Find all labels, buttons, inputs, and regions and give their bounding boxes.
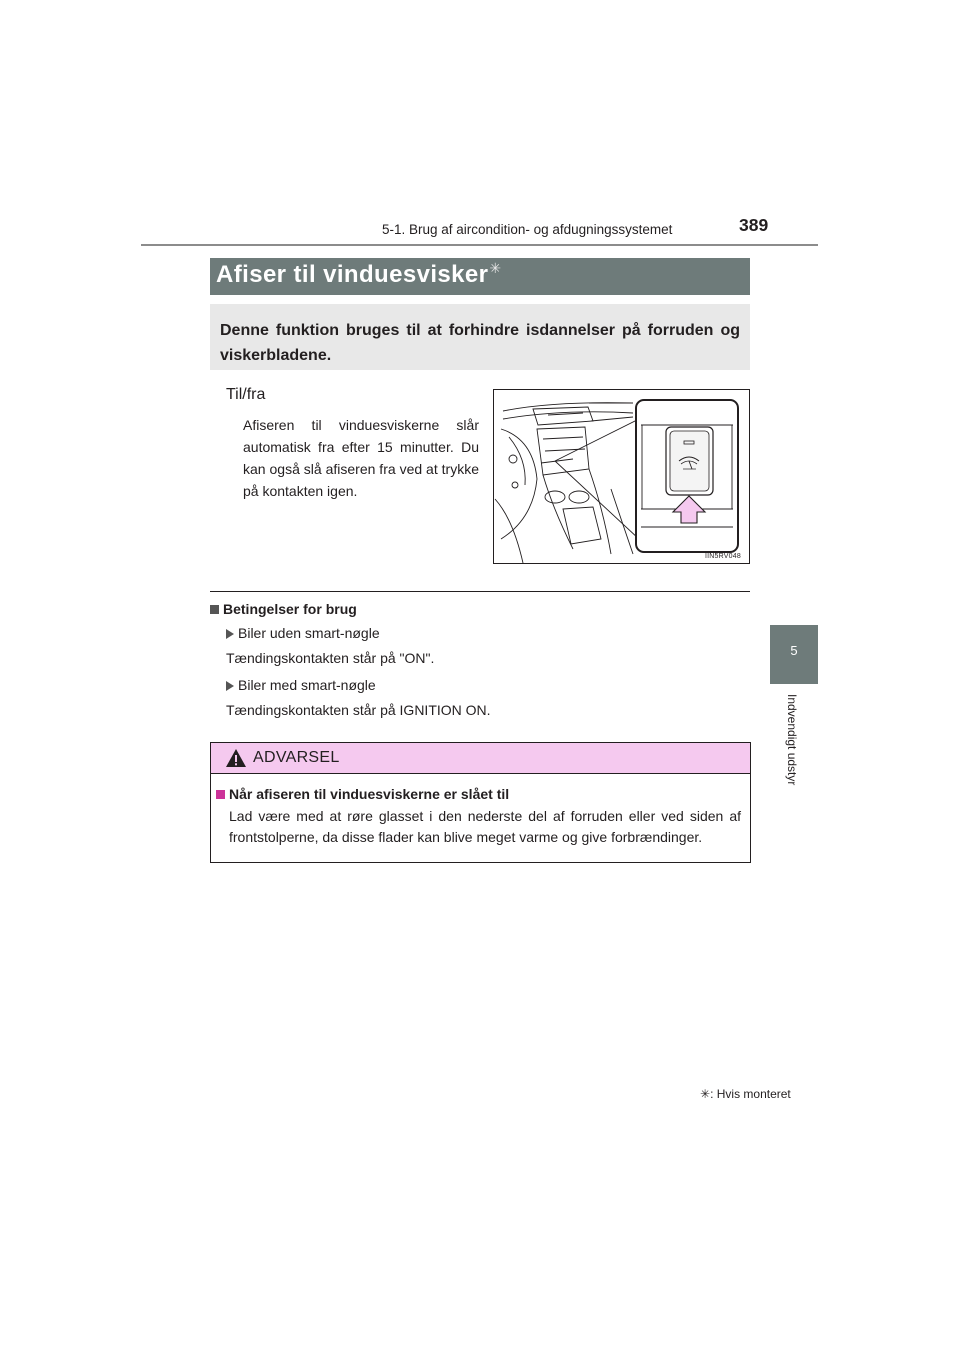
condition-item-smart-key-text: Tændingskontakten står på IGNITION ON. [226, 702, 491, 718]
conditions-heading-text: Betingelser for brug [223, 601, 357, 617]
warning-square-bullet-icon [216, 790, 225, 799]
header-divider [141, 244, 818, 246]
warning-text: Lad være med at røre glasset i den nederste del af forruden eller ved siden af frontstolperne, da disse flader kan blive meget varme og give forbrændinger. [229, 808, 741, 845]
on-off-description: Afiseren til vinduesviskerne slår automatisk fra efter 15 minutter. Du kan også slå afiseren fra ved at trykke på kontakten igen. [243, 417, 479, 499]
header-section-title: 5-1. Brug af aircondition- og afdugningssystemet [382, 222, 673, 237]
chapter-number: 5 [790, 643, 798, 658]
warning-label: ADVARSEL [253, 749, 340, 766]
triangle-bullet-icon [226, 681, 234, 691]
figure-code: IIN5RV048 [705, 553, 741, 560]
condition-item-no-smart-key-text: Tændingskontakten står på "ON". [226, 650, 435, 666]
chapter-label: Indvendigt udstyr [785, 694, 799, 786]
condition-item-smart-key [226, 677, 376, 693]
conditions-heading [210, 601, 357, 617]
condition-item-no-smart-key [226, 625, 380, 641]
condition-item-label: Biler med smart-nøgle [238, 677, 376, 693]
footnote [700, 1087, 791, 1101]
footnote-text: : Hvis monteret [710, 1087, 791, 1101]
optional-equipment-star-icon: ✳ [489, 260, 502, 276]
warning-heading-text: Når afiseren til vinduesviskerne er slået til [229, 786, 510, 802]
warning-triangle-icon [225, 748, 247, 768]
footnote-star-icon: ✳ [700, 1087, 711, 1101]
on-off-label: Til/fra [226, 386, 266, 403]
square-bullet-icon [210, 605, 219, 614]
triangle-bullet-icon [226, 629, 234, 639]
condition-item-label: Biler uden smart-nøgle [238, 625, 380, 641]
intro-text: Denne funktion bruges til at forhindre isdannelser på forruden og viskerbladene. [220, 322, 740, 364]
page-title [216, 260, 502, 289]
warning-heading [216, 786, 509, 802]
page-number: 389 [739, 215, 769, 235]
page-title-text: Afiser til vinduesvisker [216, 261, 489, 288]
section-divider [210, 591, 750, 592]
deicer-switch-illustration [493, 389, 750, 564]
